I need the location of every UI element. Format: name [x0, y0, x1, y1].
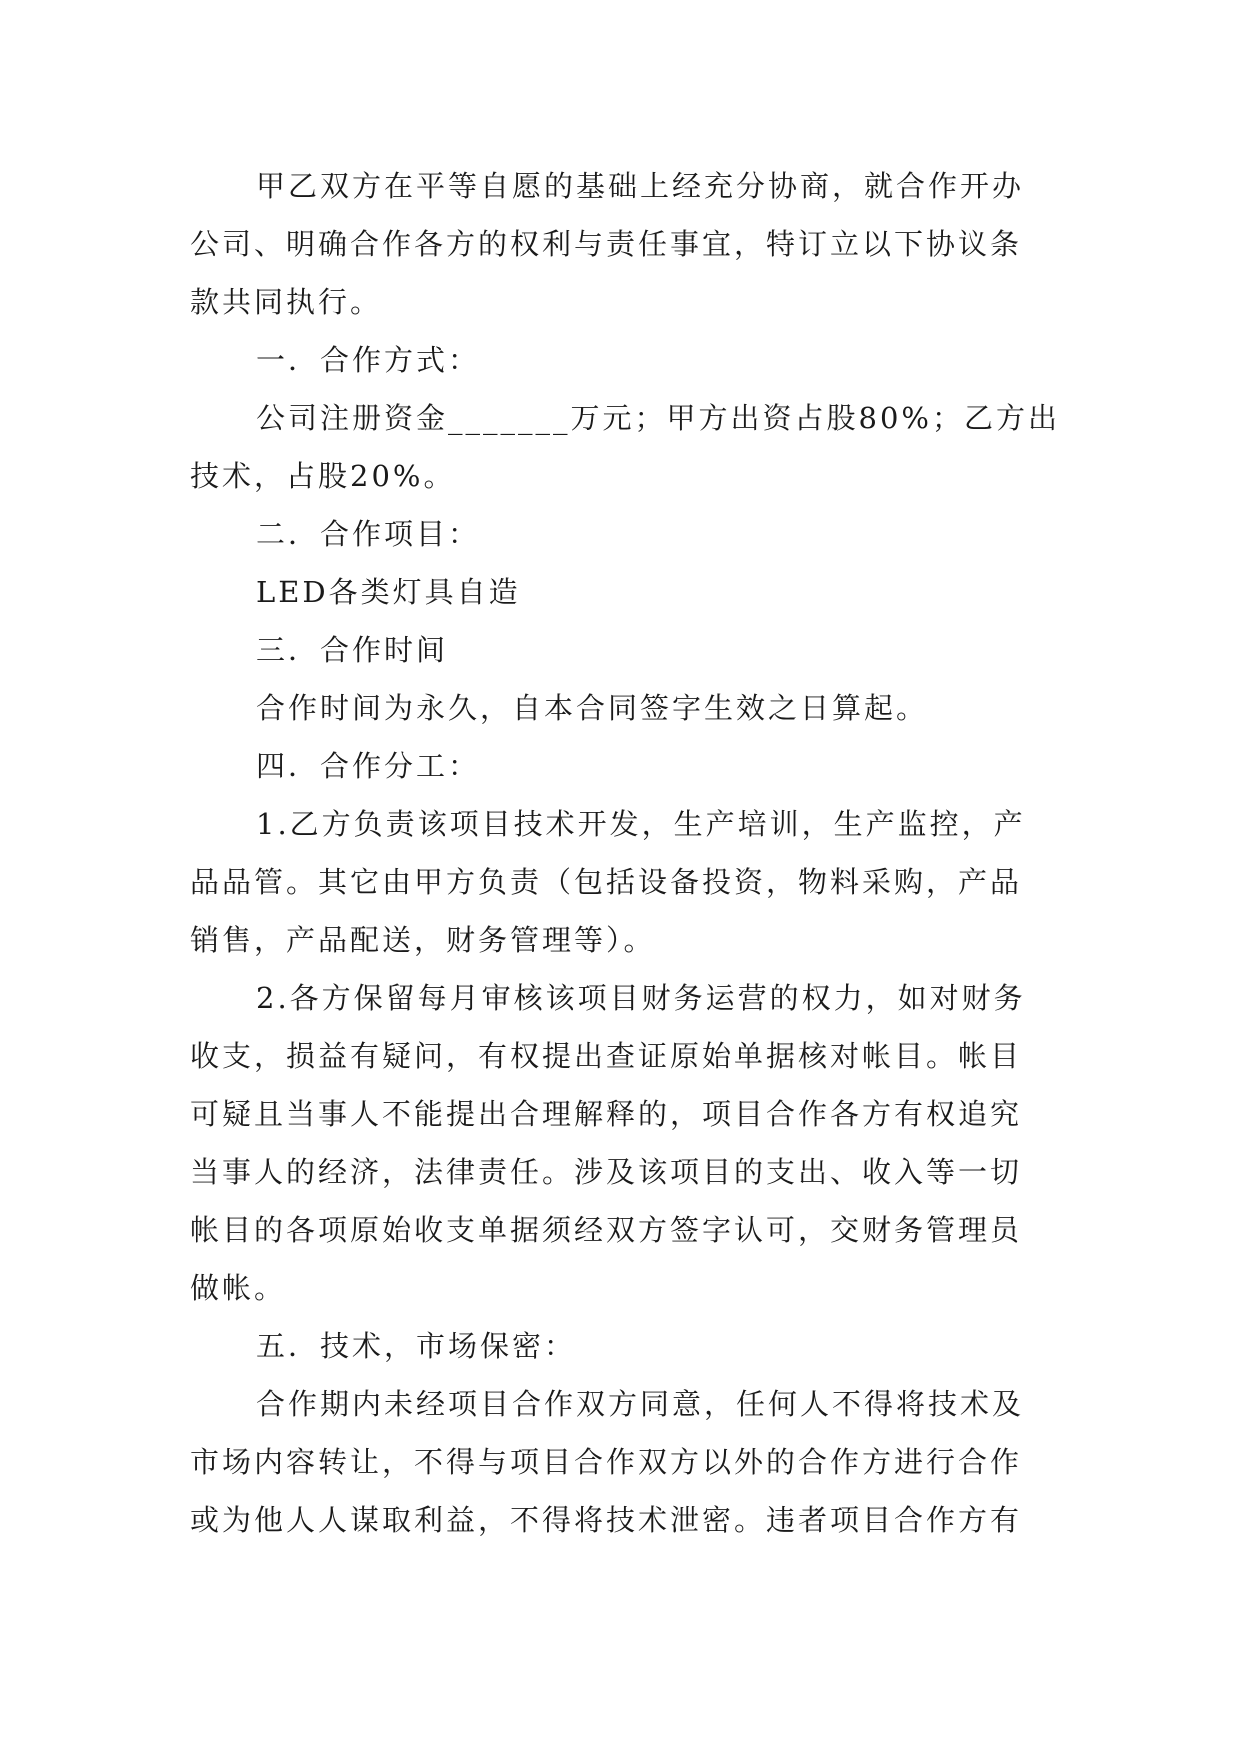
section-heading: 三．合作时间	[256, 633, 449, 667]
paragraph-line: 销售，产品配送，财务管理等）。	[190, 923, 656, 957]
section-heading: 四．合作分工：	[256, 749, 481, 783]
section-heading: 五．技术，市场保密：	[256, 1329, 577, 1363]
paragraph-line: 公司注册资金_______万元；甲方出资占股80%；乙方出	[256, 401, 1060, 435]
paragraph-line: 公司、明确合作各方的权利与责任事宜，特订立以下协议条	[190, 227, 1023, 261]
paragraph-line: 当事人的经济，法律责任。涉及该项目的支出、收入等一切	[190, 1155, 1023, 1189]
paragraph-line: LED各类灯具自造	[256, 575, 521, 609]
document-body	[190, 157, 1060, 1549]
paragraph-line: 合作期内未经项目合作双方同意，任何人不得将技术及	[256, 1387, 1025, 1421]
paragraph-line: 收支，损益有疑问，有权提出查证原始单据核对帐目。帐目	[190, 1039, 1023, 1073]
paragraph-line: 1.乙方负责该项目技术开发，生产培训，生产监控，产	[256, 807, 1026, 841]
paragraph-line: 可疑且当事人不能提出合理解释的，项目合作各方有权追究	[190, 1097, 1023, 1131]
section-heading: 一．合作方式：	[256, 343, 481, 377]
section-heading: 二．合作项目：	[256, 517, 481, 551]
paragraph-line: 甲乙双方在平等自愿的基础上经充分协商，就合作开办	[256, 169, 1025, 203]
paragraph-line: 款共同执行。	[190, 285, 383, 319]
paragraph-line: 做帐。	[190, 1271, 287, 1305]
paragraph-line: 合作时间为永久，自本合同签字生效之日算起。	[256, 691, 929, 725]
paragraph-line: 品品管。其它由甲方负责（包括设备投资，物料采购，产品	[190, 865, 1023, 899]
paragraph-line: 技术，占股20%。	[190, 459, 456, 493]
paragraph-line: 或为他人人谋取利益，不得将技术泄密。违者项目合作方有	[190, 1503, 1023, 1537]
paragraph-line: 帐目的各项原始收支单据须经双方签字认可，交财务管理员	[190, 1213, 1023, 1247]
paragraph-line: 2.各方保留每月审核该项目财务运营的权力，如对财务	[256, 981, 1026, 1015]
paragraph-line: 市场内容转让，不得与项目合作双方以外的合作方进行合作	[190, 1445, 1023, 1479]
